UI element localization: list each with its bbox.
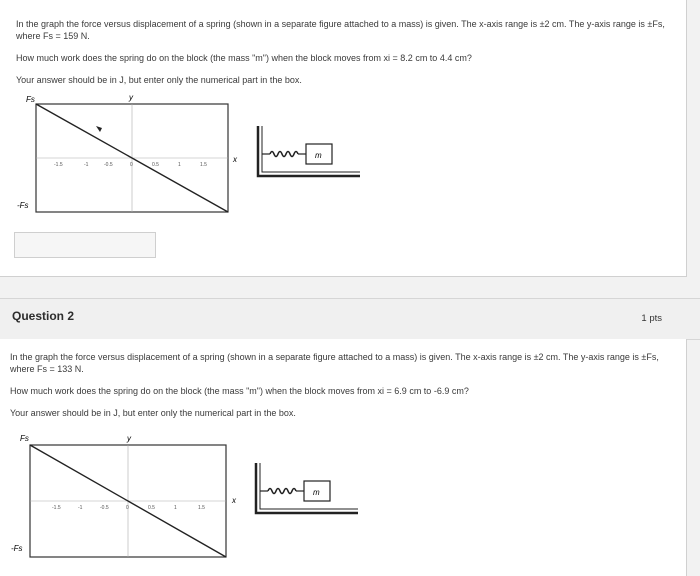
spring-icon <box>270 152 298 157</box>
y-axis-label: y <box>129 93 133 102</box>
x-axis-label: x <box>232 496 236 505</box>
spring-icon <box>268 489 296 494</box>
tick-label: 0.5 <box>152 162 159 168</box>
fs-label: Fs <box>26 95 35 104</box>
question-1-question: How much work does the spring do on the block (the mass "m") when the block moves from xi = 8.2 cm to 4.4 cm? <box>16 53 472 63</box>
fs-label: Fs <box>20 434 29 443</box>
mass-label: m <box>315 151 322 160</box>
tick-label: 1.5 <box>200 162 207 168</box>
tick-label: 0 <box>126 505 129 511</box>
spring-mass-diagram-2 <box>246 455 362 519</box>
tick-label: 0 <box>130 162 133 168</box>
tick-label: -1 <box>84 162 89 168</box>
tick-labels <box>52 505 205 511</box>
question-1-instruction: Your answer should be in J, but enter only the numerical part in the box. <box>16 75 302 85</box>
question-2-header <box>0 298 700 340</box>
tick-labels <box>54 162 207 168</box>
question-1-body <box>16 18 676 96</box>
neg-fs-label: -Fs <box>17 201 29 210</box>
tick-label: -0.5 <box>104 162 113 168</box>
question-2-instruction: Your answer should be in J, but enter only the numerical part in the box. <box>10 408 296 418</box>
x-axis-label: x <box>233 155 237 164</box>
force-displacement-graph-1 <box>14 92 240 217</box>
question-2-text <box>10 351 670 419</box>
arrow-marker <box>96 126 102 132</box>
question-1-prompt: In the graph the force versus displacement of a spring (shown in a separate figure attached to a mass) is given. The x-axis range is ±2 cm. The y-axis range is ±Fs, where Fs = 159 N. <box>16 19 665 41</box>
tick-label: -1 <box>78 505 83 511</box>
tick-label: 1 <box>174 505 177 511</box>
spring-mass-diagram-1 <box>248 118 364 182</box>
tick-label: -1.5 <box>52 505 61 511</box>
question-title: Question 2 <box>12 309 75 323</box>
neg-fs-label: -Fs <box>11 544 23 553</box>
tick-label: 0.5 <box>148 505 155 511</box>
y-axis-label: y <box>127 434 131 443</box>
tick-label: -0.5 <box>100 505 109 511</box>
tick-label: -1.5 <box>54 162 63 168</box>
mass-label: m <box>313 488 320 497</box>
tick-label: 1.5 <box>198 505 205 511</box>
question-2-prompt: In the graph the force versus displacement of a spring (shown in a separate figure attached to a mass) is given. The x-axis range is ±2 cm. The y-axis range is ±Fs, where Fs = 133 N. <box>10 352 659 374</box>
question-1-text <box>16 18 676 86</box>
force-displacement-graph-2 <box>8 431 240 561</box>
question-2-body <box>10 351 670 429</box>
question-points: 1 pts <box>641 313 662 324</box>
question-2-panel <box>0 339 687 576</box>
question-2-question: How much work does the spring do on the block (the mass "m") when the block moves from xi = 6.9 cm to -6.9 cm? <box>10 386 469 396</box>
question-1-panel <box>0 0 687 277</box>
answer-input[interactable] <box>14 232 156 258</box>
tick-label: 1 <box>178 162 181 168</box>
